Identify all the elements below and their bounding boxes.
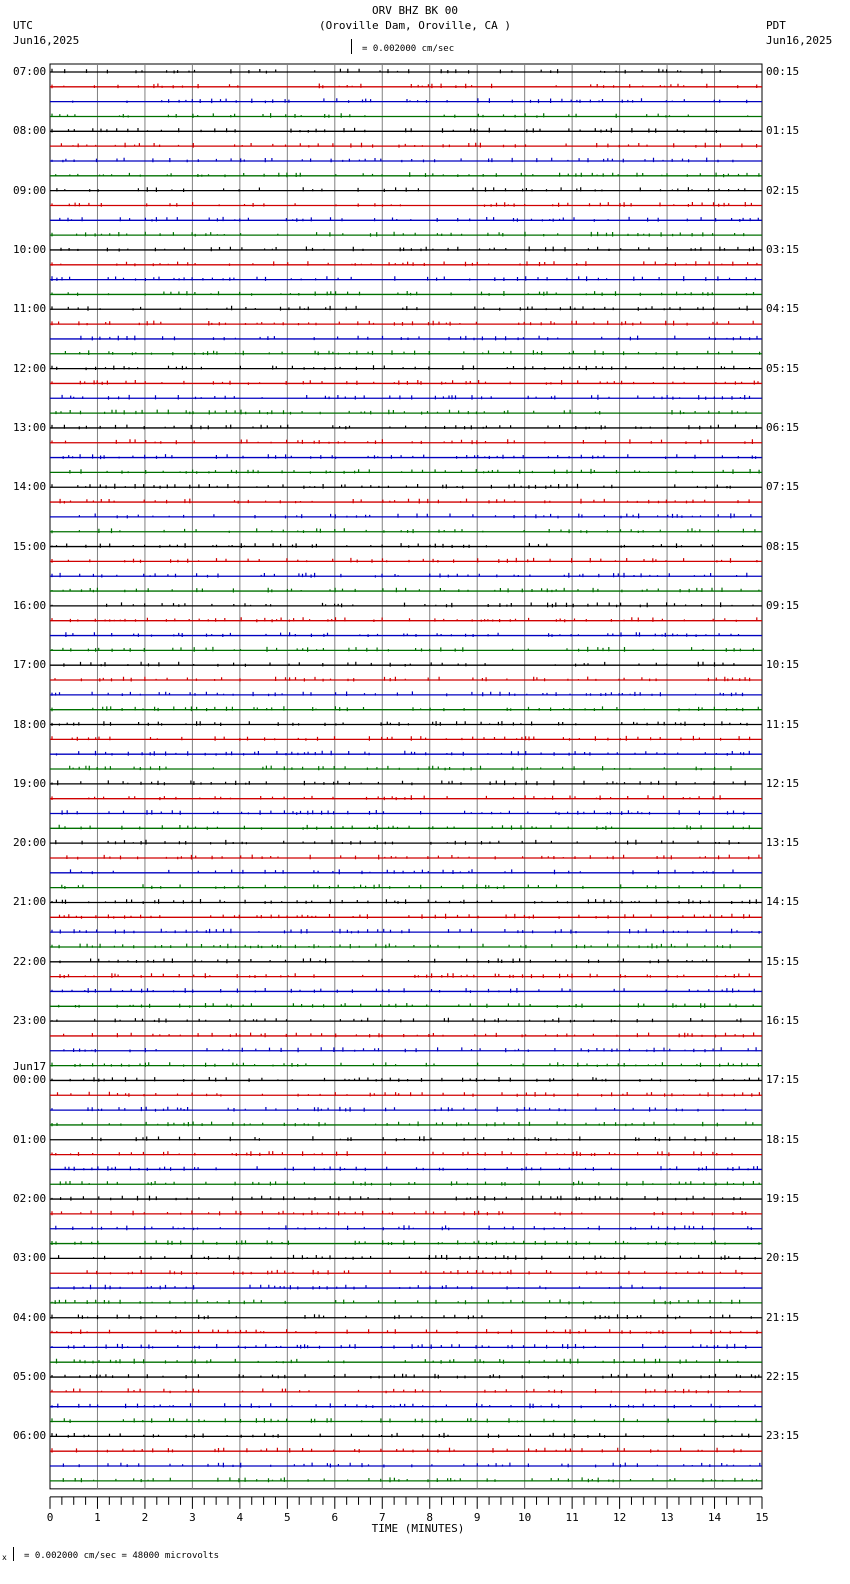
trace-spikes: [52, 1196, 740, 1201]
trace-spikes: [52, 1418, 756, 1423]
header-scale: = 0.002000 cm/sec: [362, 44, 455, 54]
pdt-hour-label: 17:15: [766, 1073, 800, 1087]
trace-spikes: [70, 766, 731, 771]
pdt-hour-label: 18:15: [766, 1132, 800, 1146]
trace-spikes: [58, 1285, 744, 1290]
utc-hour-label: 23:00: [13, 1014, 47, 1028]
trace-spikes: [52, 691, 743, 696]
x-tick-label: 1: [94, 1510, 101, 1524]
trace-spikes: [56, 1225, 752, 1230]
trace-spikes: [52, 1151, 732, 1156]
trace-spikes: [52, 128, 752, 133]
trace-spikes: [56, 840, 739, 845]
trace-spikes: [60, 958, 749, 963]
utc-hour-label: 05:00: [13, 1370, 47, 1384]
trace-spikes: [52, 1388, 740, 1393]
utc-hour-label: 00:00: [13, 1073, 47, 1087]
trace-spikes: [64, 1047, 756, 1052]
trace-spikes: [61, 143, 756, 148]
trace-spikes: [56, 410, 746, 415]
utc-hour-label: 15:00: [13, 539, 47, 553]
pdt-hour-label: 04:15: [766, 302, 800, 316]
pdt-hour-label: 23:15: [766, 1429, 800, 1443]
trace-spikes: [52, 1107, 746, 1112]
trace-spikes: [67, 855, 759, 860]
pdt-hour-label: 19:15: [766, 1192, 800, 1206]
trace-spikes: [52, 276, 755, 281]
trace-spikes: [59, 825, 749, 830]
pdt-hour-label: 09:15: [766, 598, 800, 612]
pdt-hour-label: 12:15: [766, 776, 800, 790]
trace-spikes: [62, 810, 744, 815]
trace-spikes: [52, 202, 751, 207]
trace-spikes: [63, 1477, 756, 1482]
trace-spikes: [52, 1403, 755, 1408]
trace-spikes: [60, 914, 750, 919]
pdt-hour-label: 16:15: [766, 1014, 800, 1028]
trace-spikes: [63, 454, 755, 459]
x-tick-label: 3: [189, 1510, 196, 1524]
pdt-hour-label: 11:15: [766, 717, 800, 731]
pdt-hour-label: 03:15: [766, 242, 800, 256]
x-tick-label: 8: [426, 1510, 434, 1524]
pdt-hour-label: 06:15: [766, 420, 800, 434]
trace-spikes: [52, 1314, 751, 1319]
trace-spikes: [52, 543, 743, 548]
utc-hour-label: 04:00: [13, 1310, 47, 1324]
trace-spikes: [52, 1122, 753, 1127]
pdt-hour-label: 08:15: [766, 539, 800, 553]
trace-spikes: [52, 558, 757, 563]
trace-spikes: [65, 1166, 757, 1171]
trace-spikes: [60, 499, 749, 504]
trace-spikes: [52, 1062, 758, 1067]
trace-spikes: [52, 1077, 759, 1082]
trace-spikes: [92, 1136, 734, 1141]
trace-spikes: [58, 1092, 760, 1097]
utc-hour-label: 10:00: [13, 242, 47, 256]
pdt-hour-label: 05:15: [766, 361, 800, 375]
pdt-hour-label: 20:15: [766, 1251, 800, 1265]
x-tick-label: 9: [473, 1510, 481, 1524]
x-tick-label: 11: [565, 1510, 579, 1524]
trace-spikes: [52, 439, 752, 444]
x-tick-label: 6: [331, 1510, 339, 1524]
trace-spikes: [52, 380, 758, 385]
trace-spikes: [52, 721, 747, 726]
trace-spikes: [52, 1344, 746, 1349]
plot-frame: [50, 64, 762, 1489]
trace-spikes: [65, 350, 759, 355]
trace-spikes: [52, 1240, 759, 1245]
trace-spikes: [73, 98, 747, 103]
utc-hour-label: 16:00: [13, 598, 47, 612]
pdt-hour-label: 10:15: [766, 658, 800, 672]
trace-spikes: [52, 321, 753, 326]
footer-scale-bar-icon: [13, 1547, 14, 1561]
x-tick-label: 0: [46, 1510, 54, 1524]
pdt-hour-label: 00:15: [766, 65, 800, 78]
footer-prefix: x: [2, 1553, 7, 1562]
trace-spikes: [52, 944, 730, 949]
trace-spikes: [52, 647, 753, 652]
date-change-label: Jun17: [13, 1060, 47, 1074]
utc-hour-label: 14:00: [13, 480, 47, 494]
x-tick-label: 13: [660, 1510, 674, 1524]
utc-hour-label: 11:00: [13, 302, 47, 316]
trace-spikes: [87, 1270, 742, 1275]
utc-hour-label: 09:00: [13, 183, 47, 197]
trace-spikes: [70, 469, 759, 474]
trace-spikes: [52, 602, 753, 607]
trace-spikes: [57, 751, 750, 756]
utc-hour-label: 22:00: [13, 954, 47, 968]
trace-spikes: [52, 1433, 749, 1438]
trace-spikes: [52, 291, 754, 296]
trace-spikes: [52, 1374, 759, 1379]
trace-spikes: [62, 395, 749, 400]
trace-spikes: [52, 780, 745, 785]
trace-spikes: [52, 736, 750, 741]
x-tick-label: 12: [612, 1510, 627, 1524]
pdt-hour-label: 02:15: [766, 183, 800, 197]
utc-hour-label: 07:00: [13, 65, 47, 78]
trace-spikes: [52, 988, 754, 993]
trace-spikes: [60, 217, 759, 222]
trace-spikes: [71, 869, 734, 874]
x-tick-label: 5: [284, 1510, 291, 1524]
right-timezone: PDT: [766, 19, 786, 32]
utc-hour-label: 01:00: [13, 1132, 47, 1146]
trace-spikes: [52, 528, 755, 533]
utc-hour-label: 17:00: [13, 658, 47, 672]
trace-spikes: [60, 973, 749, 978]
pdt-hour-label: 07:15: [766, 480, 800, 494]
utc-hour-label: 03:00: [13, 1251, 47, 1265]
trace-spikes: [52, 1299, 740, 1304]
utc-hour-label: 08:00: [13, 124, 47, 138]
station-title: ORV BHZ BK 00: [371, 4, 459, 17]
trace-spikes: [52, 929, 759, 934]
trace-spikes: [59, 1003, 754, 1008]
pdt-hour-label: 01:15: [766, 124, 800, 138]
pdt-hour-label: 13:15: [766, 836, 800, 850]
trace-spikes: [55, 677, 750, 682]
trace-spikes: [56, 172, 759, 177]
x-tick-label: 10: [518, 1510, 532, 1524]
trace-spikes: [52, 1448, 741, 1453]
x-tick-label: 4: [236, 1510, 244, 1524]
trace-spikes: [52, 306, 747, 311]
x-tick-label: 7: [378, 1510, 386, 1524]
trace-spikes: [52, 899, 756, 904]
pdt-hour-label: 15:15: [766, 954, 800, 968]
left-date: Jun16,2025: [13, 34, 80, 47]
utc-hour-label: 13:00: [13, 420, 47, 434]
trace-spikes: [52, 365, 750, 370]
trace-spikes: [52, 158, 733, 163]
trace-spikes: [52, 1018, 741, 1023]
trace-spikes: [52, 573, 747, 578]
trace-spikes: [52, 1211, 746, 1216]
trace-spikes: [79, 513, 750, 518]
trace-spikes: [64, 662, 734, 667]
trace-spikes: [52, 1329, 757, 1334]
trace-spikes: [61, 247, 753, 252]
pdt-hour-label: 21:15: [766, 1310, 800, 1324]
trace-spikes: [52, 617, 757, 622]
trace-spikes: [59, 1255, 756, 1260]
utc-hour-label: 18:00: [13, 717, 47, 731]
trace-spikes: [52, 706, 758, 711]
utc-hour-label: 19:00: [13, 776, 47, 790]
x-tick-label: 15: [755, 1510, 769, 1524]
left-timezone: UTC: [13, 19, 33, 32]
station-location: (Oroville Dam, Oroville, CA ): [318, 19, 512, 32]
trace-spikes: [52, 232, 744, 237]
utc-hour-label: 20:00: [13, 836, 47, 850]
trace-spikes: [52, 261, 757, 266]
utc-hour-label: 21:00: [13, 895, 47, 909]
pdt-hour-label: 22:15: [766, 1370, 800, 1384]
x-axis-title: TIME (MINUTES): [371, 1521, 465, 1535]
trace-spikes: [52, 588, 759, 593]
trace-spikes: [57, 1359, 738, 1364]
scale-bar-icon: [351, 39, 352, 54]
pdt-hour-label: 14:15: [766, 895, 800, 909]
x-tick-label: 14: [707, 1510, 722, 1524]
trace-spikes: [52, 425, 757, 430]
utc-hour-label: 02:00: [13, 1192, 47, 1206]
trace-spikes: [63, 1463, 759, 1468]
utc-hour-label: 06:00: [13, 1429, 47, 1443]
trace-spikes: [66, 632, 739, 637]
trace-spikes: [52, 484, 730, 489]
trace-spikes: [52, 113, 748, 118]
trace-spikes: [52, 84, 757, 89]
x-tick-label: 2: [141, 1510, 149, 1524]
footer-scale: = 0.002000 cm/sec = 48000 microvolts: [24, 1551, 220, 1561]
right-date: Jun16,2025: [766, 34, 833, 47]
trace-spikes: [81, 336, 757, 341]
utc-hour-label: 12:00: [13, 361, 47, 375]
trace-spikes: [64, 1033, 754, 1038]
